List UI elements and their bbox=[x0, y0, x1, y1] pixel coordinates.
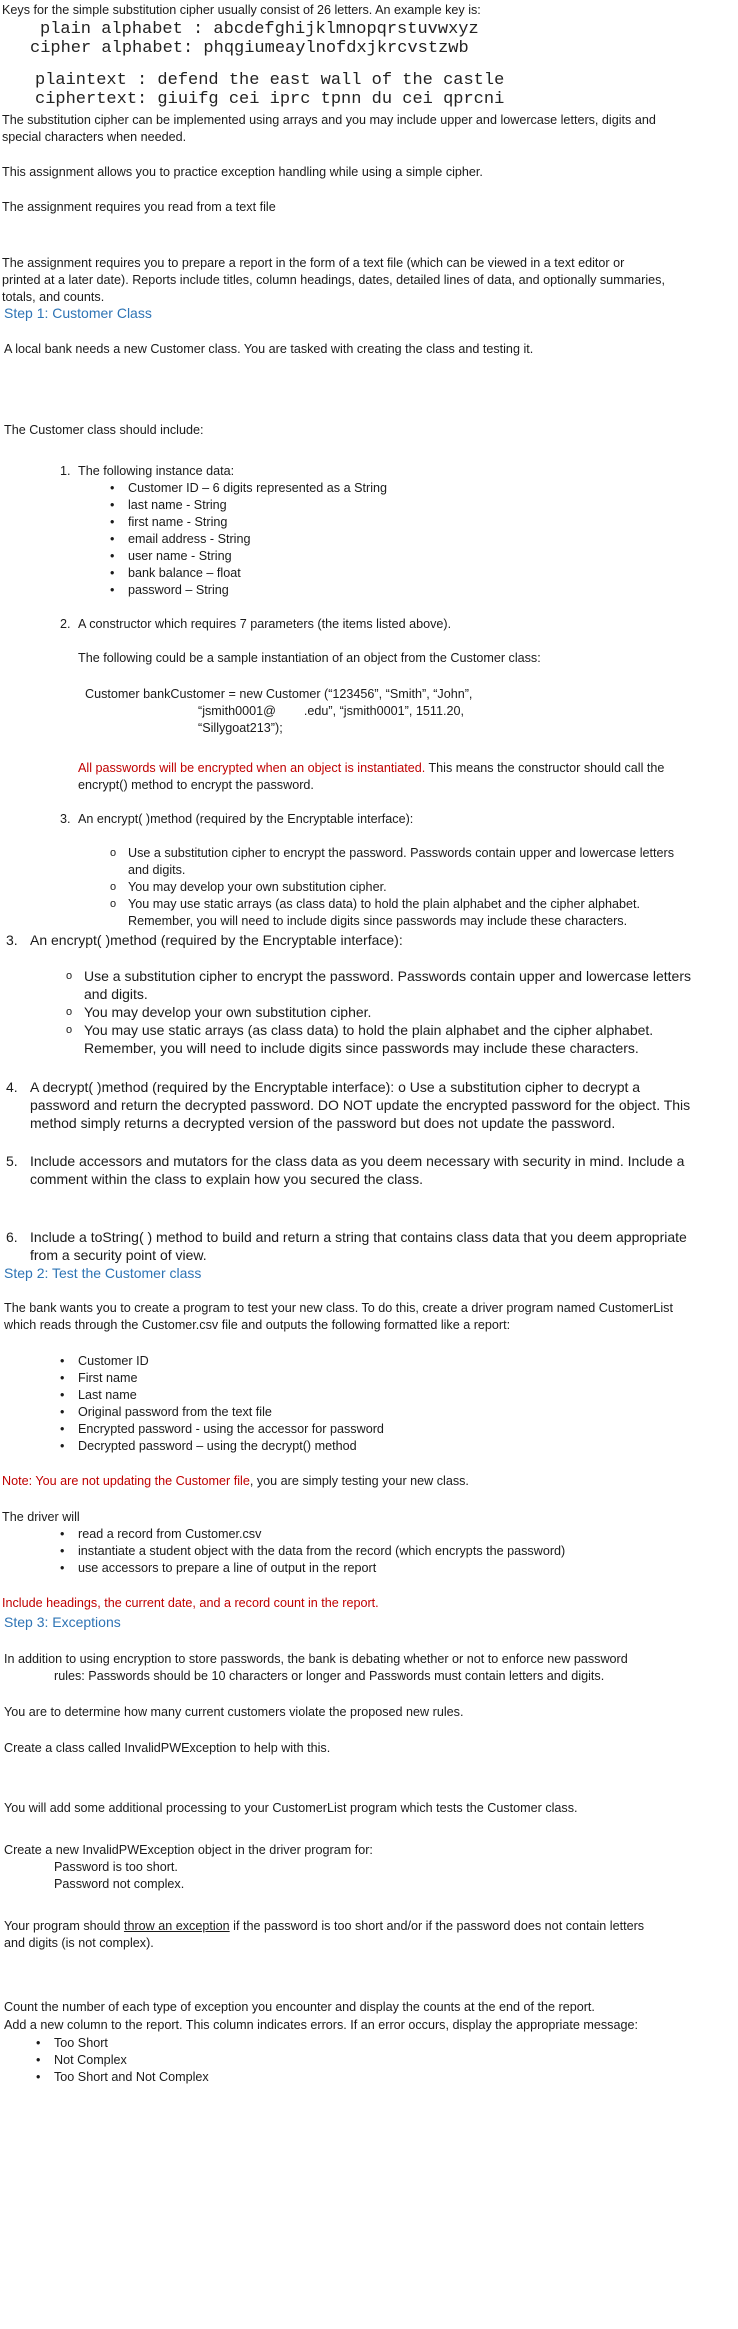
item-4 bbox=[6, 1079, 641, 1096]
step3-heading: Step 3: Exceptions bbox=[4, 1614, 121, 1630]
impl-line-2: special characters when needed. bbox=[2, 130, 187, 144]
item-1 bbox=[60, 463, 235, 480]
step3-create-object: Create a new InvalidPWException object in the driver program for: bbox=[4, 1843, 373, 1857]
list-item: • Too Short and Not Complex bbox=[54, 2069, 209, 2086]
cipher-alphabet: cipher alphabet: phqgiumeaylnofdxjkrcvstzwb bbox=[30, 39, 469, 58]
list-item: o You may use static arrays (as class data) to hold the plain alphabet and the cipher alphabet. bbox=[84, 1022, 653, 1039]
list-item-continued: Remember, you will need to include digits since passwords may include these characters. bbox=[84, 1040, 639, 1056]
list-item: • Customer ID bbox=[78, 1353, 149, 1370]
list-item: • Decrypted password – using the decrypt() method bbox=[78, 1438, 357, 1455]
code-line-2: “jsmith0001@ .edu”, “jsmith0001”, 1511.20, bbox=[198, 704, 464, 718]
list-item: • Last name bbox=[78, 1387, 137, 1404]
code-line-1: Customer bankCustomer = new Customer (“123456”, “Smith”, “John”, bbox=[85, 687, 473, 701]
list-item: • user name - String bbox=[128, 548, 232, 565]
item-2-text: A constructor which requires 7 parameters (the items listed above). bbox=[78, 617, 452, 631]
big-item-3-text: An encrypt( )method (required by the Encryptable interface): bbox=[30, 932, 403, 948]
list-item: o You may use static arrays (as class data) to hold the plain alphabet and the cipher alphabet. bbox=[128, 896, 640, 913]
item-5 bbox=[6, 1153, 685, 1170]
encrypt-note-line-2: encrypt() method to encrypt the password. bbox=[78, 778, 314, 792]
item-4-line-1: A decrypt( )method (required by the Encryptable interface): o Use a substitution cipher to decrypt a bbox=[30, 1079, 641, 1095]
driver-will: The driver will bbox=[2, 1510, 80, 1524]
reason-too-short: Password is too short. bbox=[54, 1860, 178, 1874]
encrypt-note-red: All passwords will be encrypted when an object is instantiated. bbox=[78, 761, 426, 775]
impl-line-1: The substitution cipher can be implemented using arrays and you may include upper and lowercase letters, digits and bbox=[2, 113, 656, 127]
item-3 bbox=[60, 811, 414, 828]
item-4-line-3: method simply returns a decrypted version of the password but does not update the password. bbox=[30, 1115, 616, 1131]
item-6 bbox=[6, 1229, 687, 1246]
item-4-line-2: password and return the decrypted password. DO NOT update the encrypted password for the object. This bbox=[30, 1097, 691, 1113]
step1-heading: Step 1: Customer Class bbox=[4, 305, 152, 321]
list-item: • password – String bbox=[128, 582, 229, 599]
list-item: • use accessors to prepare a line of output in the report bbox=[78, 1560, 376, 1577]
item-3-number: 3. bbox=[60, 812, 71, 826]
report-line-1: The assignment requires you to prepare a report in the form of a text file (which can be viewed in a text editor or bbox=[2, 256, 625, 270]
list-item: • Not Complex bbox=[54, 2052, 127, 2069]
list-item: • Original password from the text file bbox=[78, 1404, 272, 1421]
throw-prefix: Your program should bbox=[4, 1919, 124, 1933]
item-2 bbox=[60, 616, 452, 633]
list-item: o Use a substitution cipher to encrypt the password. Passwords contain upper and lowercase letters bbox=[84, 968, 691, 985]
step2-intro-line-1: The bank wants you to create a program to test your new class. To do this, create a driver program named CustomerList bbox=[4, 1301, 673, 1315]
report-line-3: totals, and counts. bbox=[2, 290, 105, 304]
step3-count: Count the number of each type of exception you encounter and display the counts at the end of the report. bbox=[4, 2000, 595, 2014]
item-2-number: 2. bbox=[60, 617, 71, 631]
item-1-number: 1. bbox=[60, 464, 71, 478]
item-5-line-2: comment within the class to explain how you secured the class. bbox=[30, 1171, 423, 1187]
exception-line: This assignment allows you to practice exception handling while using a simple cipher. bbox=[2, 165, 483, 179]
code-line-3: “Sillygoat213”); bbox=[198, 721, 283, 735]
step3-throw-line-1 bbox=[4, 1918, 732, 1935]
item-6-line-1: Include a toString( ) method to build and return a string that contains class data that you deem appropriate bbox=[30, 1229, 687, 1245]
list-item: • instantiate a student object with the data from the record (which encrypts the password) bbox=[78, 1543, 565, 1560]
step2-note bbox=[2, 1473, 730, 1490]
plaintext-example: plaintext : defend the east wall of the castle bbox=[35, 71, 505, 90]
step3-additional: You will add some additional processing to your CustomerList program which tests the Customer class. bbox=[4, 1801, 578, 1815]
item-5-number: 5. bbox=[6, 1153, 18, 1169]
read-line: The assignment requires you read from a text file bbox=[2, 200, 276, 214]
encrypt-note bbox=[78, 760, 728, 777]
item-4-number: 4. bbox=[6, 1079, 18, 1095]
big-item-3 bbox=[6, 932, 403, 949]
step3-throw-line-2: and digits (is not complex). bbox=[4, 1936, 154, 1950]
reason-not-complex: Password not complex. bbox=[54, 1877, 185, 1891]
step2-intro-line-2: which reads through the Customer.csv file and outputs the following formatted like a report: bbox=[4, 1318, 511, 1332]
item-6-number: 6. bbox=[6, 1229, 18, 1245]
big-item-3-number: 3. bbox=[6, 932, 18, 948]
encrypt-note-rest: This means the constructor should call the bbox=[425, 761, 665, 775]
item-1-text: The following instance data: bbox=[78, 464, 235, 478]
throw-suffix: if the password is too short and/or if the password does not contain letters bbox=[229, 1919, 645, 1933]
step2-note-rest: , you are simply testing your new class. bbox=[249, 1474, 469, 1488]
ciphertext-example: ciphertext: giuifg cei iprc tpnn du cei qprcni bbox=[35, 90, 505, 109]
list-item-continued: Remember, you will need to include digits since passwords may include these characters. bbox=[128, 914, 628, 928]
step3-add-column: Add a new column to the report. This column indicates errors. If an error occurs, display the appropriate message: bbox=[4, 2018, 638, 2032]
keys-intro: Keys for the simple substitution cipher usually consist of 26 letters. An example key is: bbox=[2, 3, 481, 17]
list-item: • email address - String bbox=[128, 531, 251, 548]
list-item: • last name - String bbox=[128, 497, 227, 514]
sample-intro: The following could be a sample instantiation of an object from the Customer class: bbox=[78, 651, 541, 665]
list-item: o You may develop your own substitution cipher. bbox=[128, 879, 387, 896]
step3-intro-line-2: rules: Passwords should be 10 characters or longer and Passwords must contain letters and digits. bbox=[54, 1669, 605, 1683]
step3-intro-line-1: In addition to using encryption to store passwords, the bank is debating whether or not to enforce new password bbox=[4, 1652, 628, 1666]
step3-determine: You are to determine how many current customers violate the proposed new rules. bbox=[4, 1705, 464, 1719]
step1-intro: A local bank needs a new Customer class. You are tasked with creating the class and testing it. bbox=[4, 342, 534, 356]
step2-include-note: Include headings, the current date, and a record count in the report. bbox=[2, 1596, 379, 1610]
item-3-text: An encrypt( )method (required by the Encryptable interface): bbox=[78, 812, 414, 826]
list-item: • First name bbox=[78, 1370, 137, 1387]
list-item: o You may develop your own substitution cipher. bbox=[84, 1004, 371, 1021]
step2-note-red: Note: You are not updating the Customer file bbox=[2, 1474, 250, 1488]
report-line-2: printed at a later date). Reports include titles, column headings, dates, detailed lines of data, and optionally summaries, bbox=[2, 273, 665, 287]
list-item-continued: and digits. bbox=[128, 863, 186, 877]
step1-include: The Customer class should include: bbox=[4, 423, 204, 437]
list-item: • bank balance – float bbox=[128, 565, 241, 582]
step3-create-class: Create a class called InvalidPWException to help with this. bbox=[4, 1741, 331, 1755]
list-item: • first name - String bbox=[128, 514, 227, 531]
item-6-line-2: from a security point of view. bbox=[30, 1247, 207, 1263]
throw-exception-link[interactable]: throw an exception bbox=[123, 1919, 230, 1933]
list-item: • Encrypted password - using the accessor for password bbox=[78, 1421, 384, 1438]
plain-alphabet: plain alphabet : abcdefghijklmnopqrstuvwxyz bbox=[40, 20, 479, 39]
step2-heading: Step 2: Test the Customer class bbox=[4, 1265, 202, 1281]
list-item: • Too Short bbox=[54, 2035, 108, 2052]
list-item: o Use a substitution cipher to encrypt the password. Passwords contain upper and lowercase letters bbox=[128, 845, 674, 862]
list-item-continued: and digits. bbox=[84, 986, 148, 1002]
list-item: • read a record from Customer.csv bbox=[78, 1526, 261, 1543]
item-5-line-1: Include accessors and mutators for the class data as you deem necessary with security in mind. Include a bbox=[30, 1153, 685, 1169]
list-item: • Customer ID – 6 digits represented as a String bbox=[128, 480, 387, 497]
